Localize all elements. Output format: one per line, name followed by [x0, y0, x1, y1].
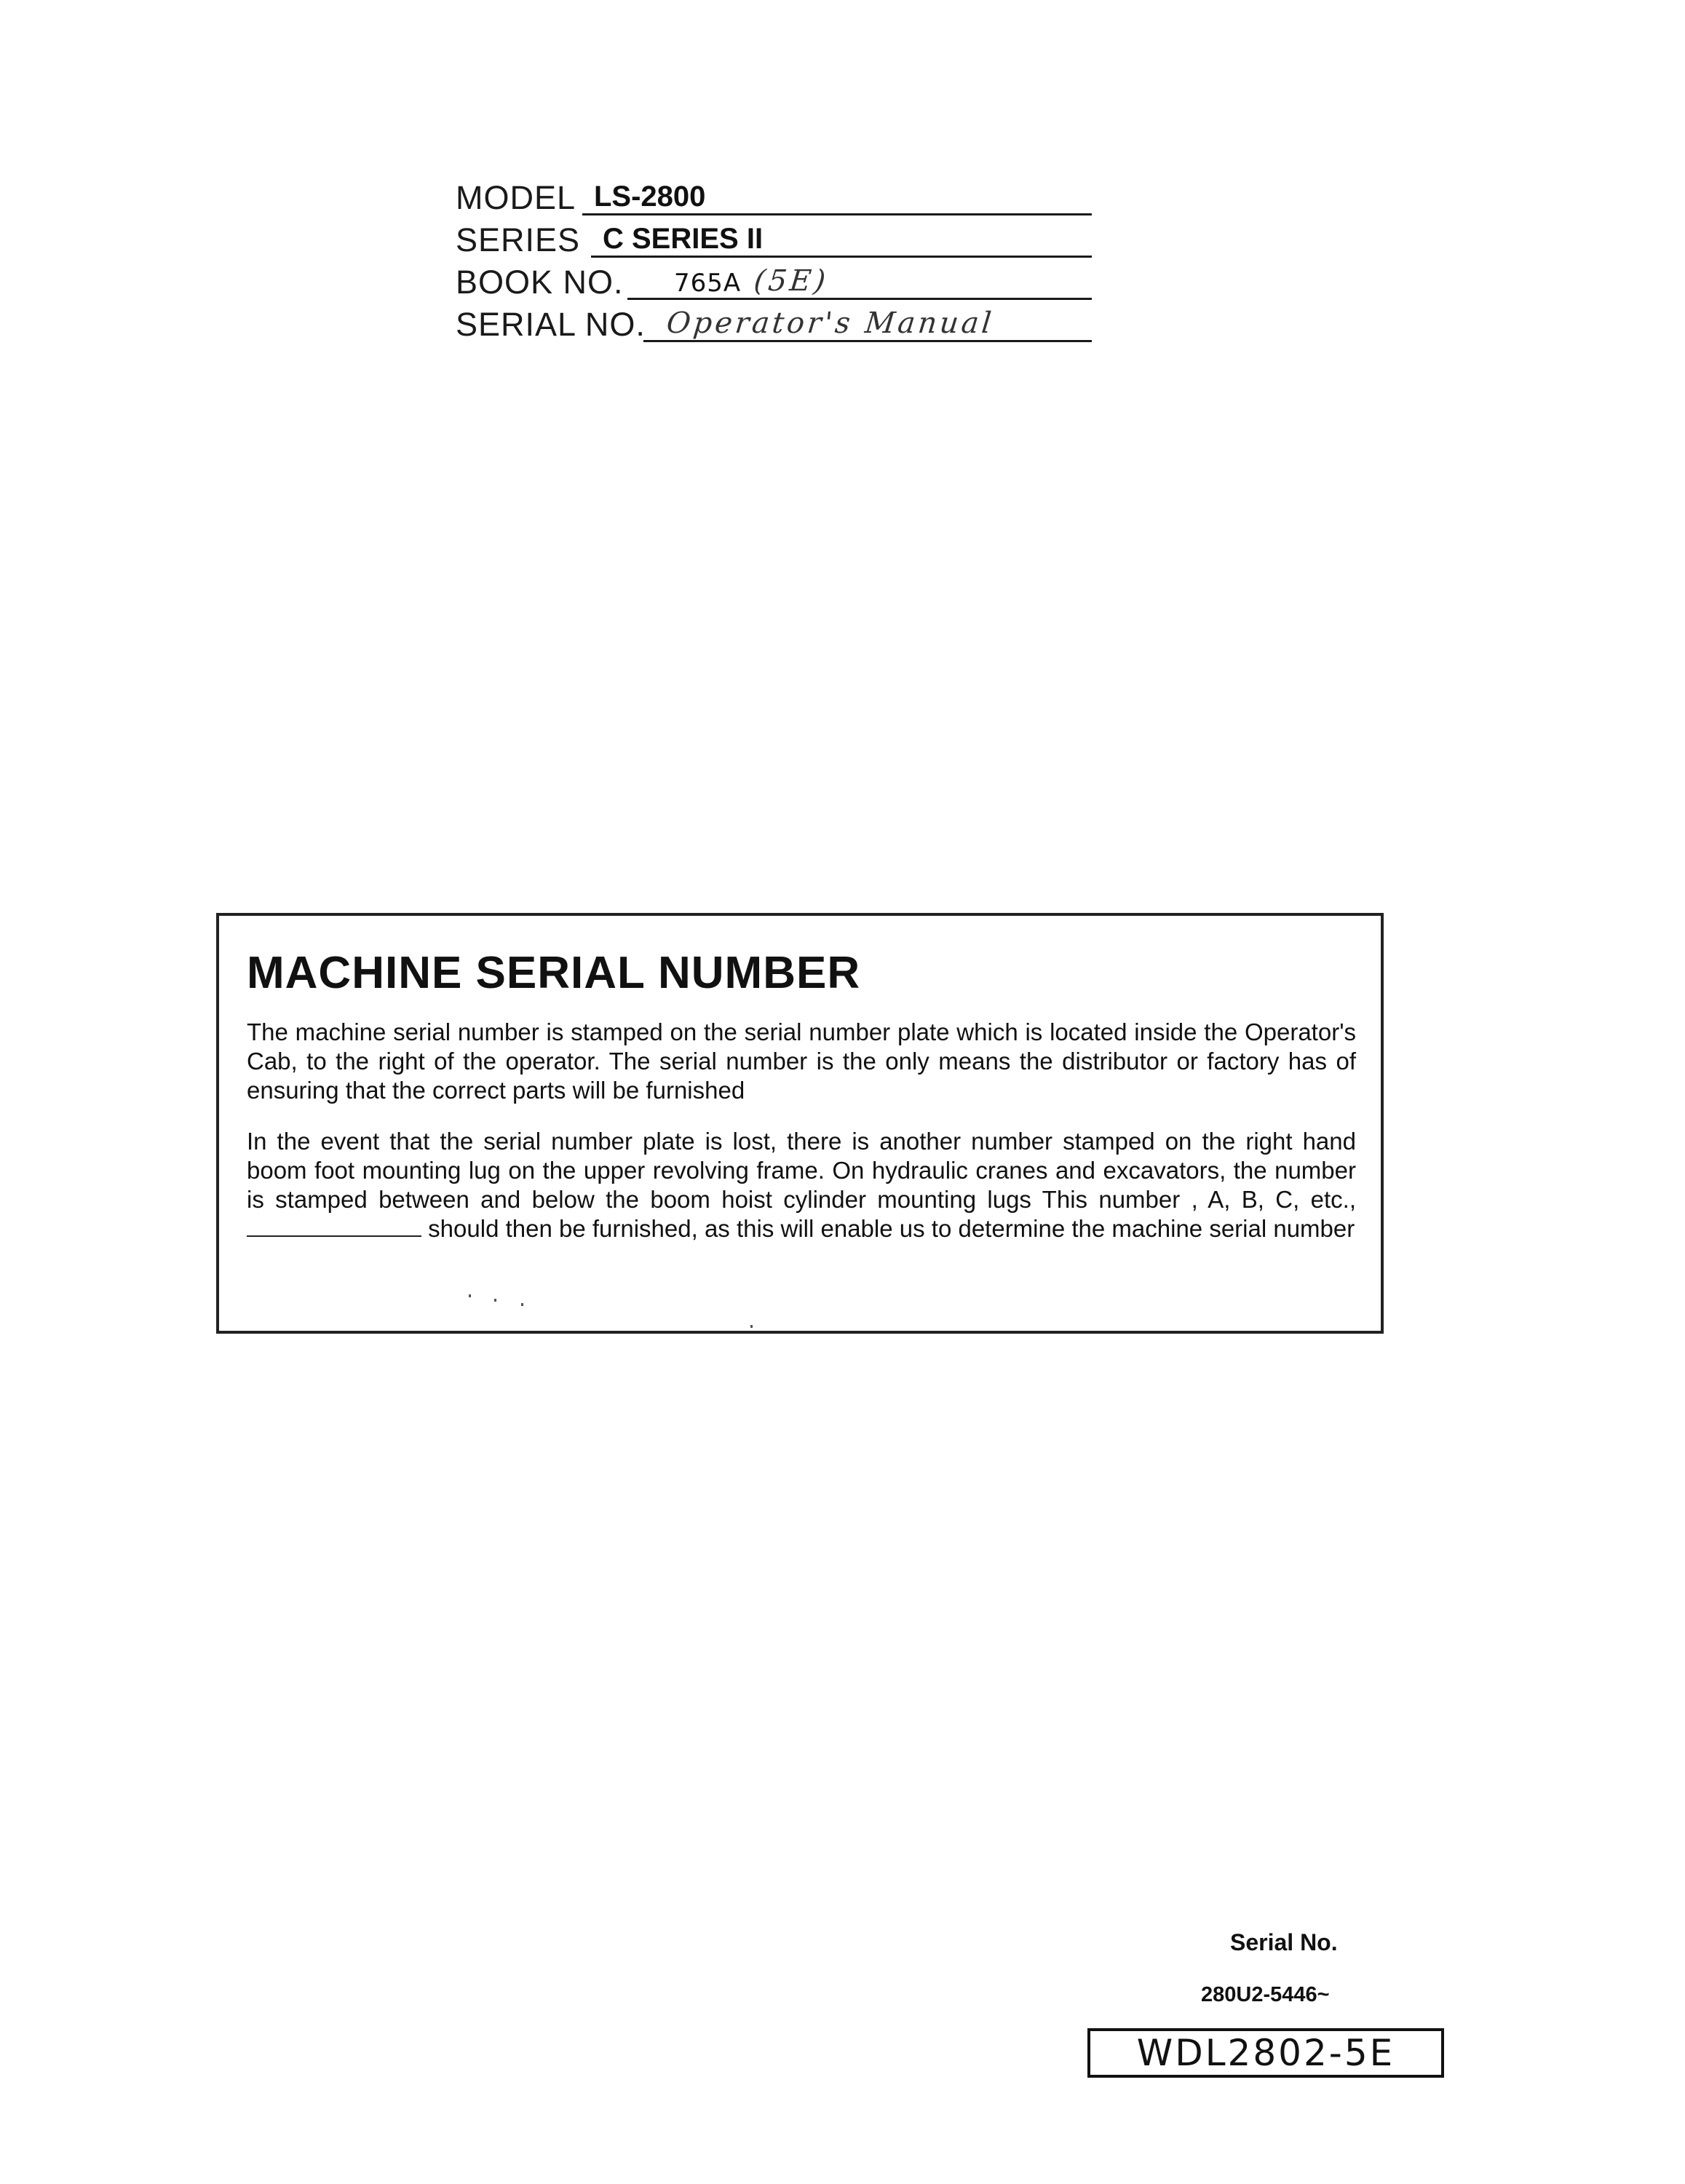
notice-paragraph-2 — [247, 1127, 1356, 1243]
footer-serial-value: 280U2-5446~ — [1201, 1983, 1330, 2006]
letter-blank-line — [247, 1235, 421, 1237]
book-value: 765A — [674, 269, 742, 298]
serial-handwritten-note: Operator's Manual — [665, 306, 996, 340]
scan-speck — [750, 1325, 753, 1328]
series-value: C SERIES II — [603, 223, 764, 255]
document-code: WDL2802-5E — [1136, 2032, 1395, 2074]
serial-label: SERIAL NO. — [456, 306, 646, 343]
document-code-box — [1087, 2028, 1444, 2078]
series-row — [456, 217, 1096, 259]
serial-row — [456, 301, 1096, 344]
scan-speck — [521, 1303, 523, 1306]
series-label: SERIES — [456, 221, 581, 258]
notice-paragraph-1: The machine serial number is stamped on the serial number plate which is located inside the Operator's Cab, to the right of the operator. The serial number is the only means the distributor or factory has of ensuring that the correct parts will be furnished — [247, 1018, 1356, 1104]
scan-speck — [469, 1294, 471, 1297]
footer-serial-label: Serial No. — [1230, 1929, 1338, 1955]
book-row — [456, 259, 1096, 301]
notice-paragraph-2-start: In the event that the serial number plate is lost, there is another number stamped on the right hand boom foot mounting lug on the upper revolving frame. On hydraulic cranes and excavators, the number is stamped between and below the boom hoist cylinder mounting lugs This number , A, B, C, etc., — [247, 1128, 1356, 1213]
header-fields — [456, 175, 1096, 344]
model-value: LS-2800 — [594, 181, 706, 213]
scan-speck — [494, 1299, 496, 1302]
book-label: BOOK NO. — [456, 264, 624, 301]
model-row — [456, 175, 1096, 217]
model-underline-full — [582, 213, 1092, 215]
series-underline — [591, 256, 1092, 258]
notice-title: MACHINE SERIAL NUMBER — [247, 948, 861, 998]
book-underline — [627, 298, 1092, 300]
model-label: MODEL — [456, 179, 576, 216]
serial-underline — [643, 340, 1092, 342]
notice-paragraph-2-end: should then be furnished, as this will enable us to determine the machine serial number — [428, 1215, 1355, 1242]
book-handwritten-note: (5E) — [752, 264, 830, 298]
serial-number-notice-box — [216, 913, 1384, 1334]
